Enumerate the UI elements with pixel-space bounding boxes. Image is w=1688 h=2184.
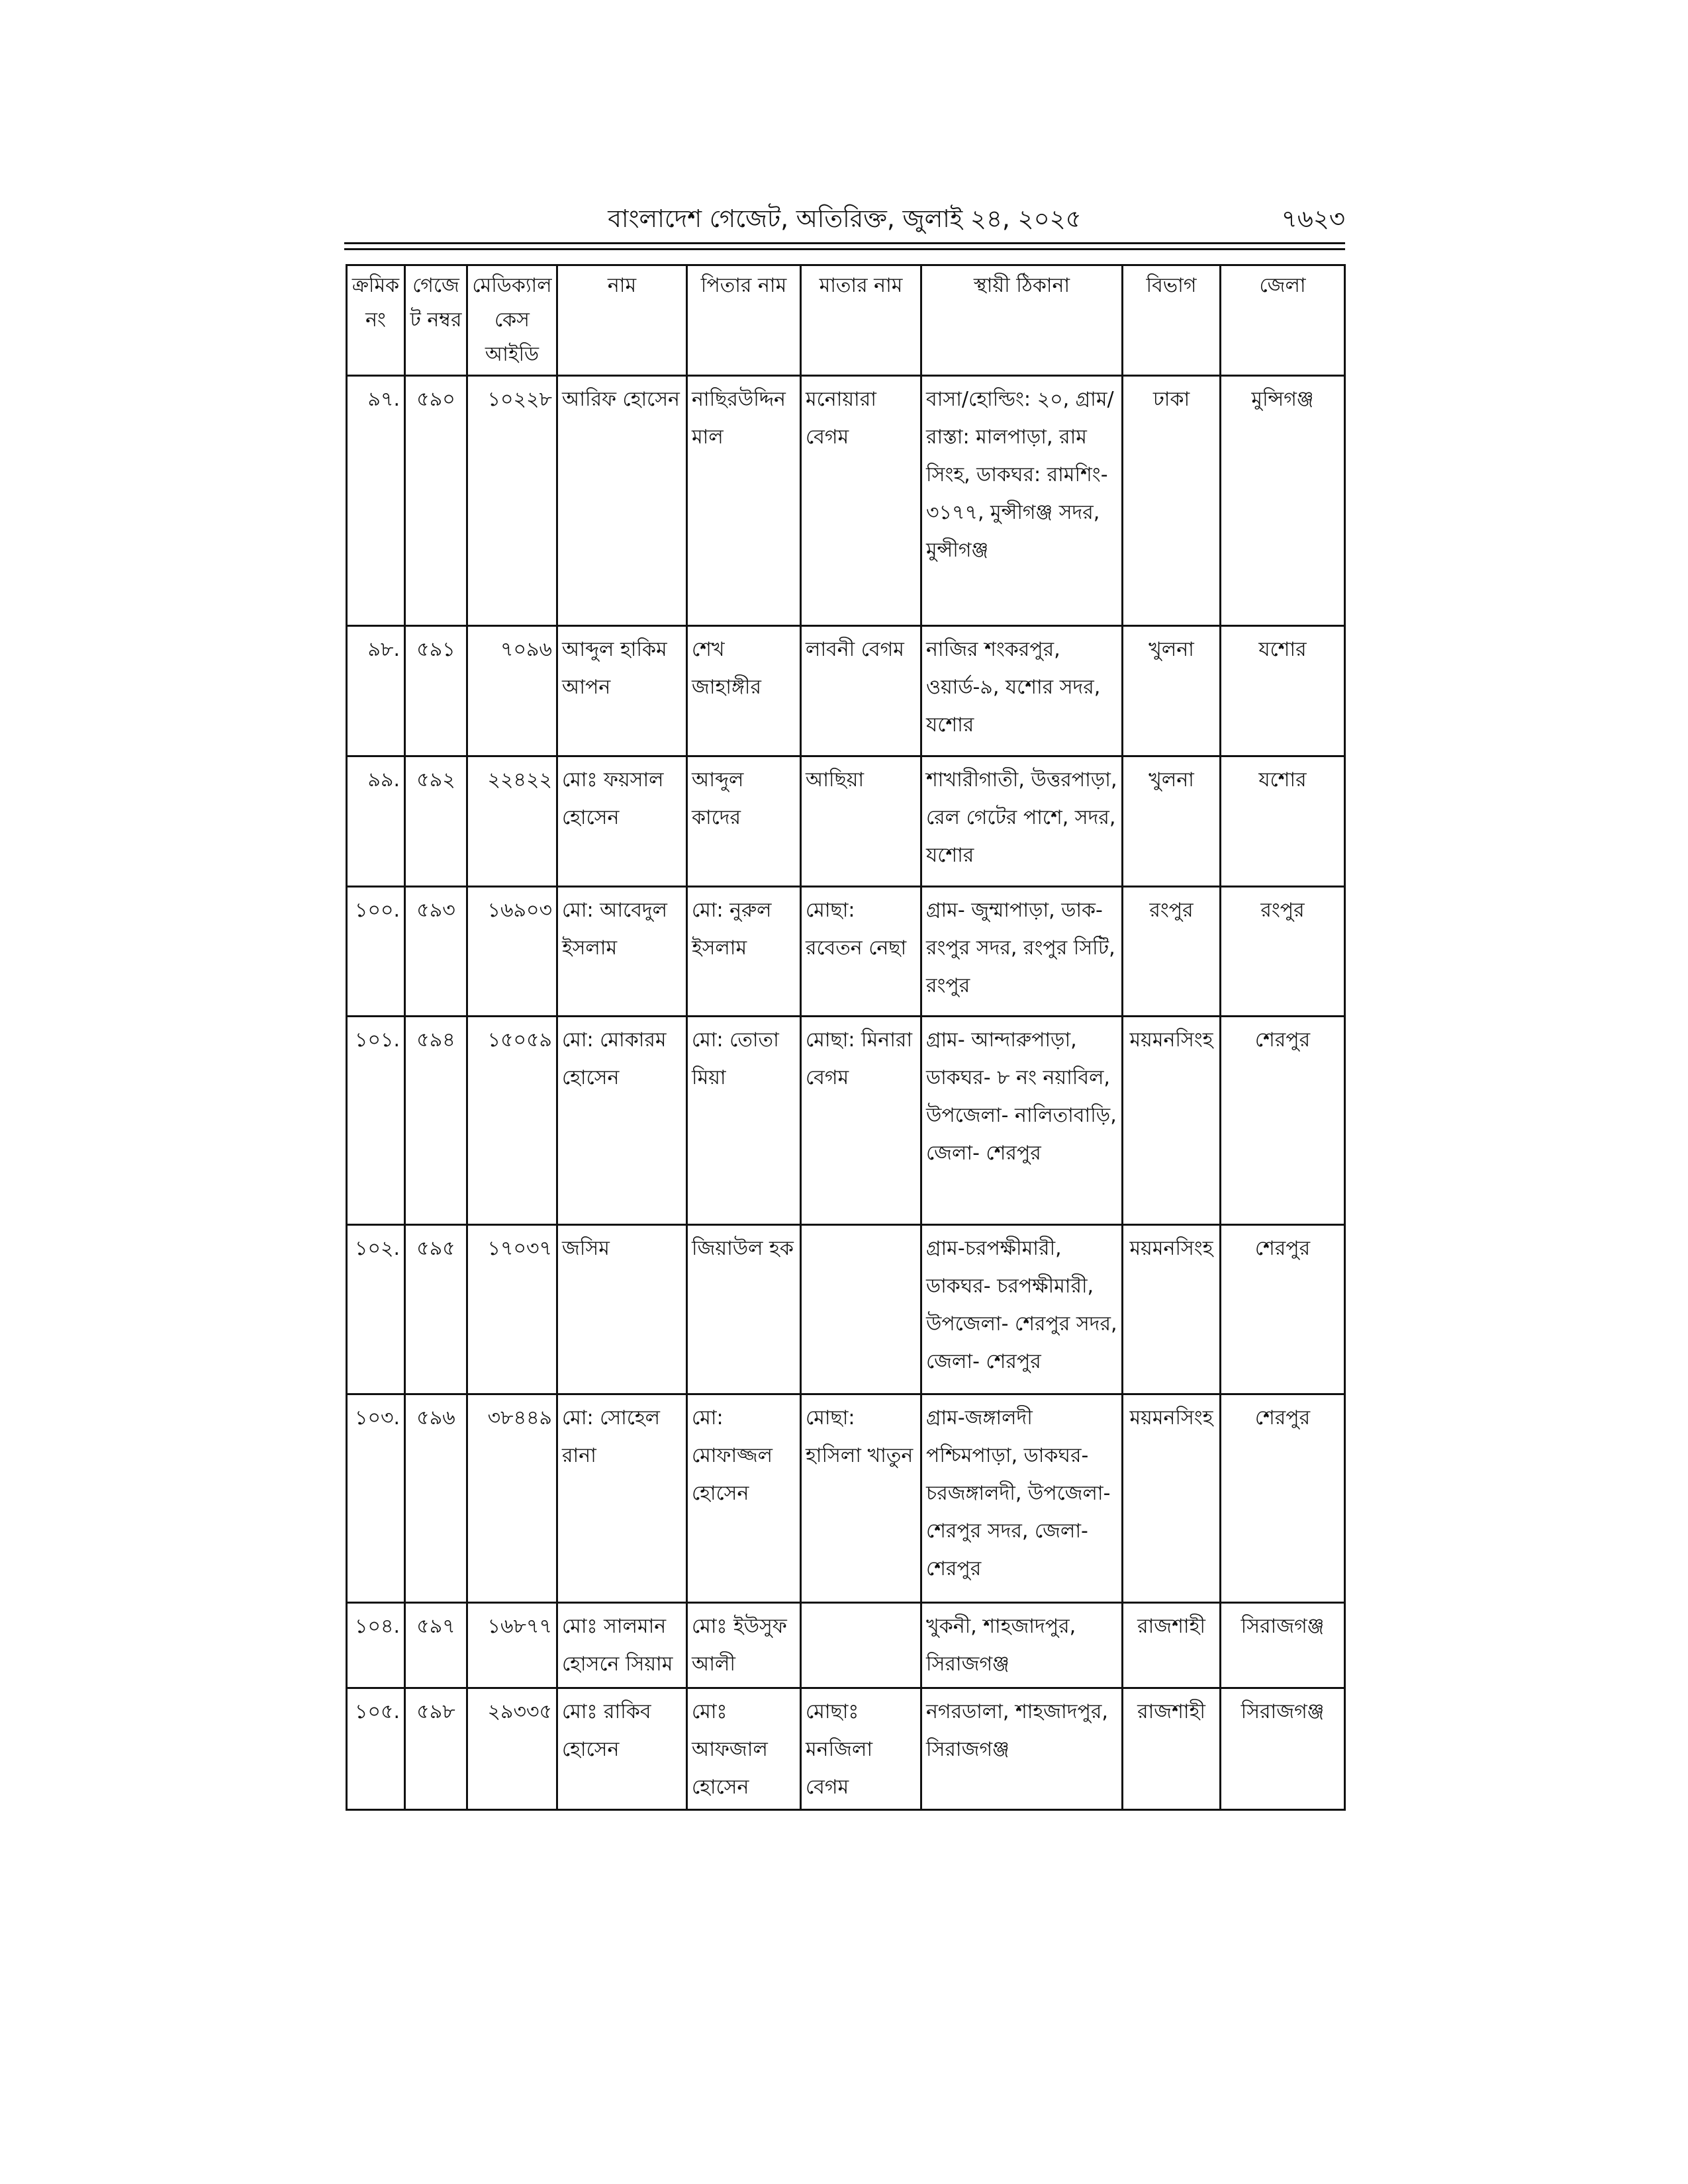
table-row <box>347 887 1345 1017</box>
cell-father-name: শেখ জাহাঙ্গীর <box>687 626 801 756</box>
cell-district: শেরপুর <box>1221 1225 1345 1394</box>
column-header-mother-name: মাতার নাম <box>801 265 921 376</box>
cell-division: ময়মনসিংহ <box>1123 1017 1221 1225</box>
cell-case-id: ১৬৯০৩ <box>467 887 557 1017</box>
cell-name: মোঃ ফয়সাল হোসেন <box>557 756 687 887</box>
cell-gazette-number: ৫৯২ <box>405 756 467 887</box>
cell-address: নগরডালা, শাহজাদপুর, সিরাজগঞ্জ <box>921 1688 1123 1810</box>
column-header-gazette-number: গেজেট নম্বর <box>405 265 467 376</box>
table-row <box>347 1688 1345 1810</box>
table-row <box>347 626 1345 756</box>
cell-gazette-number: ৫৯৪ <box>405 1017 467 1225</box>
cell-address: নাজির শংকরপুর, ওয়ার্ড-৯, যশোর সদর, যশোর <box>921 626 1123 756</box>
cell-father-name: জিয়াউল হক <box>687 1225 801 1394</box>
header-rule-bottom <box>344 248 1345 250</box>
cell-serial: ৯৮. <box>347 626 405 756</box>
cell-name: মোঃ সালমান হোসনে সিয়াম <box>557 1603 687 1688</box>
cell-district: শেরপুর <box>1221 1017 1345 1225</box>
gazette-table <box>346 264 1346 1811</box>
cell-name: আরিফ হোসেন <box>557 376 687 626</box>
cell-division: রাজশাহী <box>1123 1688 1221 1810</box>
cell-gazette-number: ৫৯১ <box>405 626 467 756</box>
cell-father-name: আব্দুল কাদের <box>687 756 801 887</box>
cell-case-id: ২৯৩৩৫ <box>467 1688 557 1810</box>
cell-gazette-number: ৫৯৩ <box>405 887 467 1017</box>
cell-division: খুলনা <box>1123 756 1221 887</box>
cell-name: জসিম <box>557 1225 687 1394</box>
cell-division: রংপুর <box>1123 887 1221 1017</box>
cell-district: সিরাজগঞ্জ <box>1221 1688 1345 1810</box>
table-row <box>347 1603 1345 1688</box>
cell-mother-name: মোছা: রবেতন নেছা <box>801 887 921 1017</box>
cell-case-id: ১০২২৮ <box>467 376 557 626</box>
cell-mother-name <box>801 1603 921 1688</box>
column-header-name: নাম <box>557 265 687 376</box>
page-header <box>344 196 1345 242</box>
cell-father-name: মো: মোফাজ্জল হোসেন <box>687 1394 801 1603</box>
cell-father-name: নাছিরউদ্দিন মাল <box>687 376 801 626</box>
cell-address: গ্রাম-চরপক্ষীমারী, ডাকঘর- চরপক্ষীমারী, উপজেলা- শেরপুর সদর, জেলা- শেরপুর <box>921 1225 1123 1394</box>
cell-serial: ১০২. <box>347 1225 405 1394</box>
cell-district: যশোর <box>1221 626 1345 756</box>
cell-case-id: ৭০৯৬ <box>467 626 557 756</box>
cell-case-id: ১৭০৩৭ <box>467 1225 557 1394</box>
cell-father-name: মো: নুরুল ইসলাম <box>687 887 801 1017</box>
cell-gazette-number: ৫৯৫ <box>405 1225 467 1394</box>
cell-address: গ্রাম- জুম্মাপাড়া, ডাক- রংপুর সদর, রংপুর সিটি, রংপুর <box>921 887 1123 1017</box>
column-header-medical-case-id: মেডিক্যাল কেস আইডি <box>467 265 557 376</box>
table-row <box>347 376 1345 626</box>
cell-serial: ১০৫. <box>347 1688 405 1810</box>
cell-address: শাখারীগাতী, উত্তরপাড়া, রেল গেটের পাশে, সদর, যশোর <box>921 756 1123 887</box>
cell-division: রাজশাহী <box>1123 1603 1221 1688</box>
column-header-division: বিভাগ <box>1123 265 1221 376</box>
cell-father-name: মো: তোতা মিয়া <box>687 1017 801 1225</box>
cell-address: গ্রাম- আন্দারুপাড়া, ডাকঘর- ৮ নং নয়াবিল, উপজেলা- নালিতাবাড়ি, জেলা- শেরপুর <box>921 1017 1123 1225</box>
cell-division: ময়মনসিংহ <box>1123 1394 1221 1603</box>
column-header-father-name: পিতার নাম <box>687 265 801 376</box>
cell-division: ঢাকা <box>1123 376 1221 626</box>
cell-district: শেরপুর <box>1221 1394 1345 1603</box>
cell-case-id: ২২৪২২ <box>467 756 557 887</box>
column-header-district: জেলা <box>1221 265 1345 376</box>
cell-address: গ্রাম-জঙ্গালদী পশ্চিমপাড়া, ডাকঘর- চরজঙ্গালদী, উপজেলা- শেরপুর সদর, জেলা- শেরপুর <box>921 1394 1123 1603</box>
cell-division: ময়মনসিংহ <box>1123 1225 1221 1394</box>
cell-district: রংপুর <box>1221 887 1345 1017</box>
cell-mother-name: মোছাঃ মনজিলা বেগম <box>801 1688 921 1810</box>
cell-name: আব্দুল হাকিম আপন <box>557 626 687 756</box>
cell-case-id: ১৫০৫৯ <box>467 1017 557 1225</box>
cell-serial: ১০৩. <box>347 1394 405 1603</box>
cell-serial: ১০০. <box>347 887 405 1017</box>
cell-gazette-number: ৫৯৬ <box>405 1394 467 1603</box>
cell-gazette-number: ৫৯৮ <box>405 1688 467 1810</box>
cell-serial: ৯৯. <box>347 756 405 887</box>
cell-name: মো: আবেদুল ইসলাম <box>557 887 687 1017</box>
cell-serial: ১০৪. <box>347 1603 405 1688</box>
table-row <box>347 756 1345 887</box>
cell-mother-name: আছিয়া <box>801 756 921 887</box>
cell-serial: ৯৭. <box>347 376 405 626</box>
cell-case-id: ৩৮৪৪৯ <box>467 1394 557 1603</box>
cell-father-name: মোঃ আফজাল হোসেন <box>687 1688 801 1810</box>
cell-mother-name: মোছা: মিনারা বেগম <box>801 1017 921 1225</box>
cell-father-name: মোঃ ইউসুফ আলী <box>687 1603 801 1688</box>
cell-name: মো: মোকারম হোসেন <box>557 1017 687 1225</box>
table-header-row <box>347 265 1345 376</box>
cell-mother-name: লাবনী বেগম <box>801 626 921 756</box>
cell-mother-name: মনোয়ারা বেগম <box>801 376 921 626</box>
cell-division: খুলনা <box>1123 626 1221 756</box>
cell-serial: ১০১. <box>347 1017 405 1225</box>
page-number: ৭৬২৩ <box>1281 205 1345 233</box>
cell-address: বাসা/হোল্ডিং: ২০, গ্রাম/রাস্তা: মালপাড়া, রাম সিংহ, ডাকঘর: রামশিং- ৩১৭৭, মুন্সীগঞ্জ সদর, মুন্সীগঞ্জ <box>921 376 1123 626</box>
cell-mother-name <box>801 1225 921 1394</box>
cell-district: যশোর <box>1221 756 1345 887</box>
header-rule-top <box>344 242 1345 244</box>
cell-address: খুকনী, শাহজাদপুর, সিরাজগঞ্জ <box>921 1603 1123 1688</box>
table-row <box>347 1394 1345 1603</box>
cell-gazette-number: ৫৯০ <box>405 376 467 626</box>
table-row <box>347 1017 1345 1225</box>
column-header-permanent-address: স্থায়ী ঠিকানা <box>921 265 1123 376</box>
gazette-title: বাংলাদেশ গেজেট, অতিরিক্ত, জুলাই ২৪, ২০২৫ <box>608 205 1082 233</box>
table-row <box>347 1225 1345 1394</box>
cell-name: মো: সোহেল রানা <box>557 1394 687 1603</box>
cell-district: মুন্সিগঞ্জ <box>1221 376 1345 626</box>
cell-district: সিরাজগঞ্জ <box>1221 1603 1345 1688</box>
column-header-serial: ক্রমিক নং <box>347 265 405 376</box>
cell-mother-name: মোছা: হাসিলা খাতুন <box>801 1394 921 1603</box>
table-body <box>347 376 1345 1810</box>
cell-gazette-number: ৫৯৭ <box>405 1603 467 1688</box>
cell-case-id: ১৬৮৭৭ <box>467 1603 557 1688</box>
cell-name: মোঃ রাকিব হোসেন <box>557 1688 687 1810</box>
